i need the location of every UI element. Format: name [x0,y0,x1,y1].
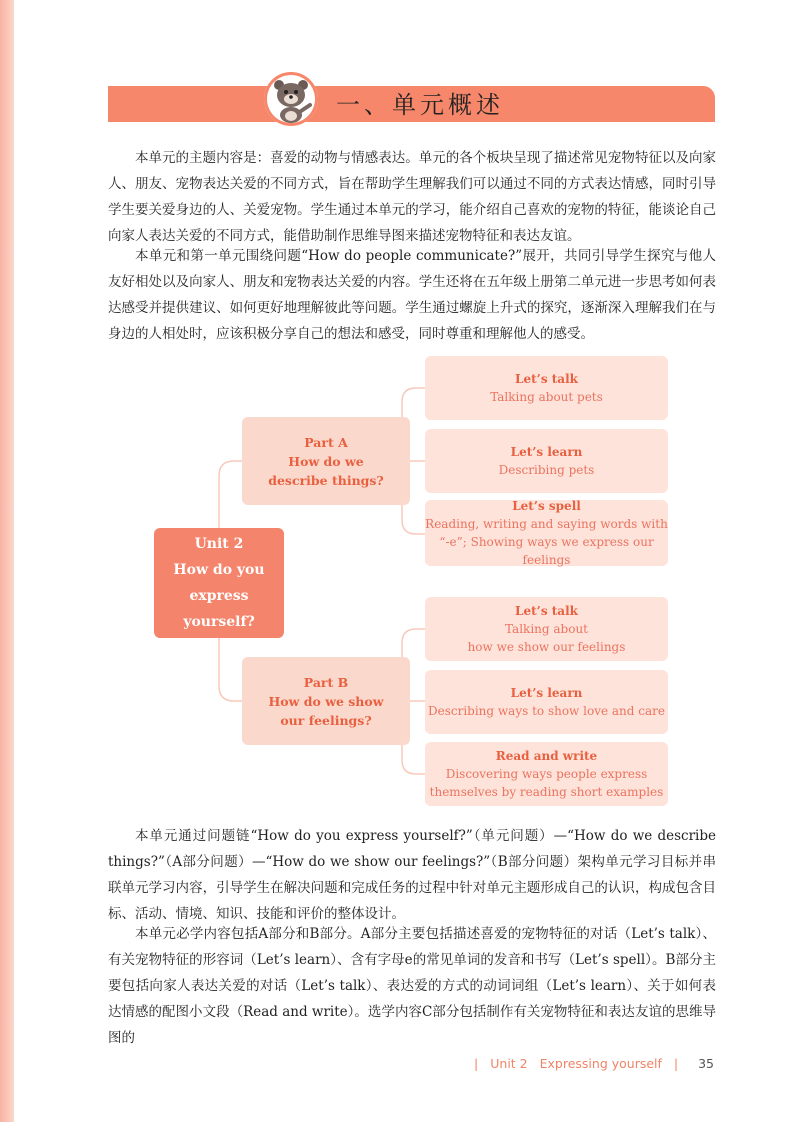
leaf-desc: Talking about pets [490,390,603,404]
leaf-desc: Discovering ways people express [445,767,648,781]
leaf-title: Read and write [495,749,598,763]
leaf-title: Let’s learn [510,445,583,459]
mind-map-root-unit-2 [154,528,284,638]
leaf-desc: Talking about [504,622,588,636]
mind-map-part-a [242,417,410,505]
part-b-line-3: our feelings? [280,712,372,728]
part-b-leaf-lets-learn [425,670,668,734]
part-a-leaf-lets-spell [425,500,668,566]
body-paragraph-4: 本单元必学内容包括A部分和B部分。A部分主要包括描述喜爱的宠物特征的对话（Let’s talk）、有关宠物特征的形容词（Let’s learn）、含有字母e的常见单词的发音和书写（Let’s spell）。B部分主要包括向家人表达关爱的对话（Let’s talk）、表达爱的方式的动词词组（Let’s learn）、关于如何表达情感的配图小文段（Read and write）。选学内容C部分包括制作有关宠物特征和表达友谊的思维导图的 [108,926,716,1046]
part-a-line-3: describe things? [268,472,384,488]
part-a-title: Part A [304,434,348,450]
section-title: 一、单元概述 [336,91,504,119]
leaf-desc-2: how we show our feelings [467,640,626,654]
intro-paragraph-1: 本单元的主题内容是：喜爱的动物与情感表达。单元的各个板块呈现了描述常见宠物特征以及向家人、朋友、宠物表达关爱的不同方式，旨在帮助学生理解我们可以通过不同的方式表达情感，同时引导学生要关爱身边的人、关爱宠物。学生通过本单元的学习，能介绍自己喜欢的宠物的特征，能谈论自己向家人表达关爱的不同方式，能借助制作思维导图来描述宠物特征和表达友谊。 [108,150,716,244]
connector-root-partA [219,461,242,528]
bear-mascot-icon [264,72,318,126]
leaf-desc: Describing ways to show love and care [427,704,665,718]
leaf-desc: Reading, writing and saying words with [425,517,668,531]
part-b-leaf-read-and-write [425,742,668,806]
mind-map-part-b [242,657,410,745]
intro-paragraph-2: 本单元和第一单元围绕问题“How do people communicate?”展开，共同引导学生探究与他人友好相处以及向家人、朋友和宠物表达关爱的内容。学生还将在五年级上册第二单元进一步思考如何表达感受并提供建议、如何更好地理解彼此等问题。学生通过螺旋上升式的探究，逐渐深入理解我们在与身边的人相处时，应该积极分享自己的想法和感受，同时尊重和理解他人的感受。 [108,248,716,342]
root-line-3: express yourself? [183,588,255,630]
footer-unit: Unit 2 [490,1056,528,1071]
part-b-title: Part B [303,674,349,690]
footer-separator: | [474,1056,479,1071]
leaf-desc-2: “-e”; Showing ways we express our feelings [439,535,654,567]
part-b-line-2: How do we show [268,693,384,709]
root-line-2: How do you [173,562,265,578]
root-line-1: Unit 2 [194,536,244,552]
footer-topic: Expressing yourself [539,1056,662,1071]
leaf-title: Let’s talk [515,604,578,618]
part-a-leaf-lets-learn [425,429,668,493]
leaf-title: Let’s talk [515,372,578,386]
footer-separator: | [673,1056,679,1071]
leaf-desc: Describing pets [498,463,595,477]
body-paragraph-3: 本单元通过问题链“How do you express yourself?”（单元问题）—“How do we describe things?”（A部分问题）—“How do we show our feelings?”（B部分问题）架构单元学习目标并串联单元学习内容，引导学生在解决问题和完成任务的过程中针对单元主题形成自己的认识，构成包含目标、活动、情境、知识、技能和评价的整体设计。 [108,828,716,922]
page-number: 35 [698,1056,714,1071]
page-footer [466,1056,714,1071]
page-edge-strip [0,0,14,1122]
leaf-title: Let’s learn [510,686,583,700]
part-a-leaf-lets-talk [425,356,668,420]
part-b-leaf-lets-talk [425,597,668,661]
part-a-line-2: How do we [288,453,364,469]
leaf-title: Let’s spell [512,499,581,513]
leaf-desc-2: themselves by reading short examples [429,785,664,799]
connector-root-partB [219,638,242,701]
